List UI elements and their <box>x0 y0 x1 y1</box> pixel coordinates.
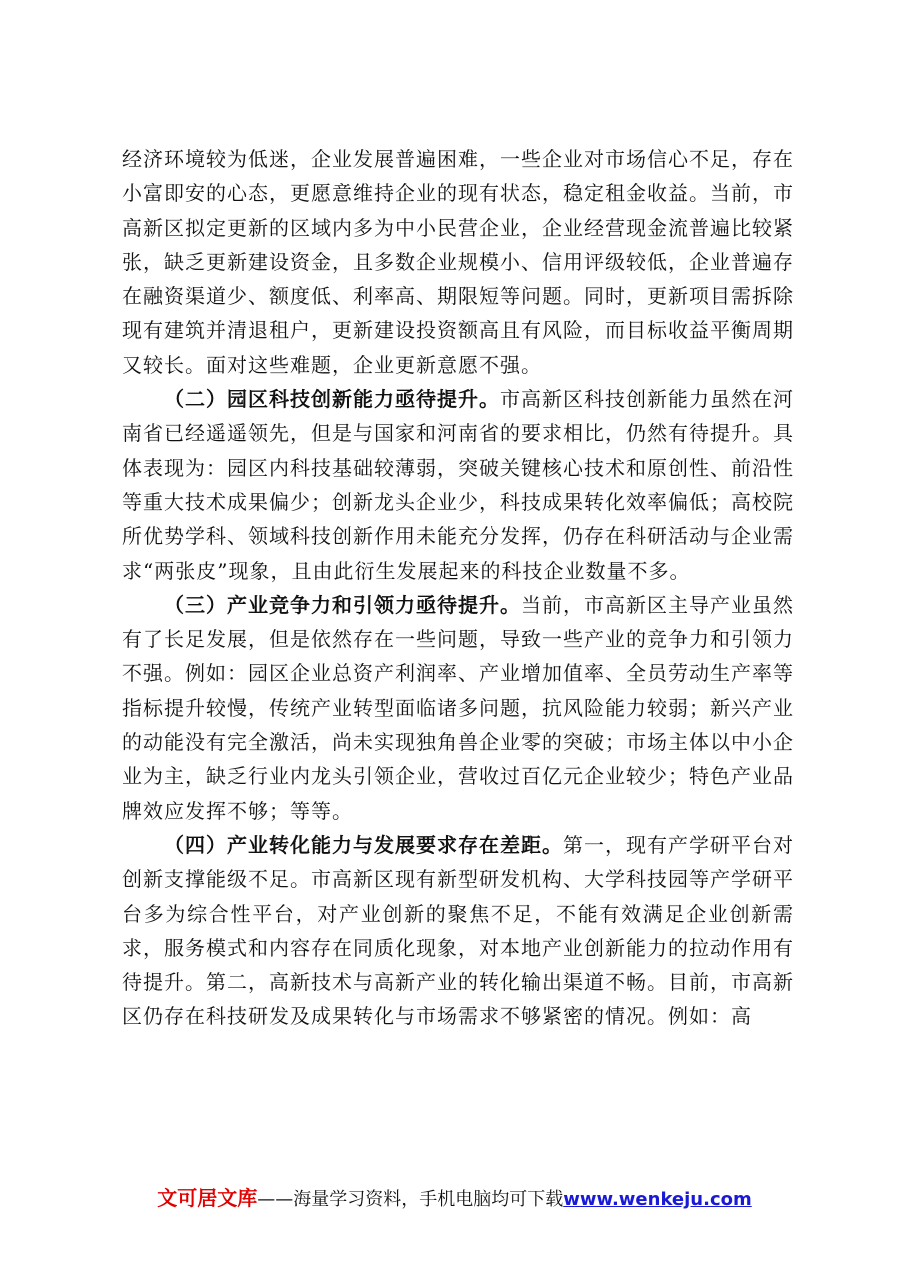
paragraph-1 <box>122 142 794 382</box>
section-heading-4: （四）产业转化能力与发展要求存在差距。 <box>164 832 563 857</box>
paragraph-2 <box>122 382 794 588</box>
document-body <box>122 142 794 1034</box>
paragraph-4 <box>122 828 794 1034</box>
paragraph-4-text: 第一，现有产学研平台对创新支撑能级不足。市高新区现有新型研发机构、大学科技园等产学研平台多为综合性平台，对产业创新的聚焦不足，不能有效满足企业创新需求，服务模式和内容存在同质化现象，对本地产业创新能力的拉动作用有待提升。第二，高新技术与高新产业的转化输出渠道不畅。目前，市高新区仍存在科技研发及成果转化与市场需求不够紧密的情况。例如：高 <box>122 832 794 1029</box>
paragraph-1-text: 经济环境较为低迷，企业发展普遍困难，一些企业对市场信心不足，存在小富即安的心态，更愿意维持企业的现有状态，稳定租金收益。当前，市高新区拟定更新的区域内多为中小民营企业，企业经营现金流普遍比较紧张，缺乏更新建设资金，且多数企业规模小、信用评级较低，企业普遍存在融资渠道少、额度低、利率高、期限短等问题。同时，更新项目需拆除现有建筑并清退租户，更新建设投资额高且有风险，而目标收益平衡周期又较长。面对这些难题，企业更新意愿不强。 <box>122 147 794 377</box>
paragraph-3 <box>122 588 794 828</box>
footer-slogan: ——海量学习资料，手机电脑均可下载 <box>257 1189 564 1210</box>
paragraph-3-text: 当前，市高新区主导产业虽然有了长足发展，但是依然存在一些问题，导致一些产业的竞争力和引领力不强。例如：园区企业总资产利润率、产业增加值率、全员劳动生产率等指标提升较慢，传统产业转型面临诸多问题，抗风险能力较弱；新兴产业的动能没有完全激活，尚未实现独角兽企业零的突破；市场主体以中小企业为主，缺乏行业内龙头引领企业，营收过百亿元企业较少；特色产业品牌效应发挥不够；等等。 <box>122 592 794 823</box>
footer-website-link[interactable]: www.wenkeju.com <box>563 1189 752 1210</box>
footer-brand: 文可居文库 <box>157 1186 258 1210</box>
footer-banner <box>0 1182 909 1211</box>
paragraph-2-text: 市高新区科技创新能力虽然在河南省已经遥遥领先，但是与国家和河南省的要求相比，仍然有待提升。具体表现为：园区内科技基础较薄弱，突破关键核心技术和原创性、前沿性等重大技术成果偏少；创新龙头企业少，科技成果转化效率偏低；高校院所优势学科、领域科技创新作用未能充分发挥，仍存在科研活动与企业需求“两张皮”现象，且由此衍生发展起来的科技企业数量不多。 <box>122 387 794 583</box>
section-heading-3: （三）产业竞争力和引领力亟待提升。 <box>164 592 521 617</box>
section-heading-2: （二）园区科技创新能力亟待提升。 <box>164 387 500 412</box>
